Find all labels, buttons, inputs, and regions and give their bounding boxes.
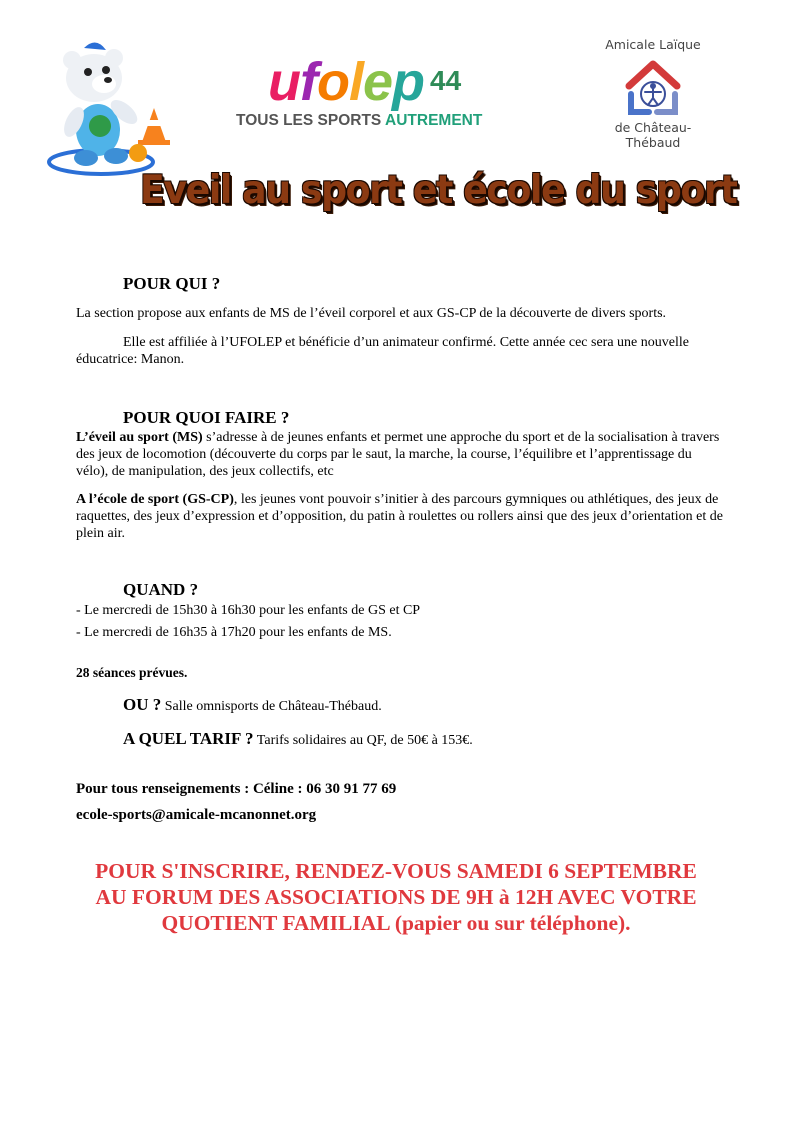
- seances-count: 28 séances prévues.: [76, 665, 188, 680]
- amicale-logo: [588, 36, 718, 150]
- ufolep-tagline: [236, 112, 482, 130]
- section-heading-pour-qui: POUR QUI ?: [123, 274, 221, 293]
- price-text: Tarifs solidaires au QF, de 50€ à 153€.: [253, 733, 473, 748]
- ufolep-letter: l: [348, 52, 363, 112]
- ufolep-letter: o: [316, 52, 349, 112]
- location-text: Salle omnisports de Château-Thébaud.: [161, 699, 382, 714]
- ufolep-letter: f: [300, 52, 317, 112]
- callout-line-3: QUOTIENT FAMILIAL (papier ou sur téléphone).: [161, 911, 631, 935]
- amicale-bottom-text: de Château-Thébaud: [614, 120, 692, 150]
- ufolep-wordmark: [268, 52, 424, 112]
- schedule-line-gs-cp: - Le mercredi de 15h30 à 16h30 pour les enfants de GS et CP: [76, 603, 421, 618]
- tagline-part1: TOUS LES SPORTS: [236, 112, 382, 129]
- price-line: [123, 729, 473, 749]
- pour-qui-paragraph-1: La section propose aux enfants de MS de l’éveil corporel et aux GS-CP de la découverte de divers sports.: [76, 306, 667, 321]
- registration-callout: [66, 858, 726, 936]
- pour-quoi-paragraph-2: [76, 491, 724, 542]
- section-heading-quand: QUAND ?: [123, 580, 199, 599]
- ecole-sport-text: , les jeunes vont pouvoir s’initier à des parcours gymniques ou athlétiques, des jeux de raquettes, des jeux d’expression et d’opposition, du patin à roulettes ou rollers ainsi que des jeux d’orientation et de plein air.: [76, 492, 723, 541]
- ufolep-logo: [232, 52, 492, 134]
- amicale-top-text: Amicale Laïque: [605, 37, 701, 52]
- contact-phone-line: Pour tous renseignements : Céline : 06 30 91 77 69: [76, 781, 397, 797]
- callout-line-1: POUR S'INSCRIRE, RENDEZ-VOUS SAMEDI 6 SEPTEMBRE: [95, 859, 697, 883]
- tagline-part2: AUTREMENT: [385, 112, 483, 129]
- pour-quoi-paragraph-1: [76, 429, 724, 480]
- page-title: Eveil au sport et école du sport: [140, 168, 737, 213]
- ufolep-letter: e: [363, 52, 393, 112]
- mascot-illustration: [46, 40, 181, 180]
- section-heading-tarif: A QUEL TARIF ?: [123, 729, 254, 748]
- schedule-line-ms: - Le mercredi de 16h35 à 17h20 pour les enfants de MS.: [76, 625, 392, 640]
- ufolep-number: 44: [430, 65, 462, 96]
- section-heading-ou: OU ?: [123, 695, 162, 714]
- amicale-emblem-icon: [619, 56, 687, 120]
- eveil-sport-label: L’éveil au sport (MS): [76, 430, 203, 445]
- ecole-sport-label: A l’école de sport (GS-CP): [76, 492, 234, 507]
- ufolep-letter: u: [268, 52, 300, 112]
- pour-qui-paragraph-2: Elle est affiliée à l’UFOLEP et bénéficie d’un animateur confirmé. Cette année cec sera une nouvelle éducatrice: Manon.: [76, 335, 689, 367]
- ufolep-letter: p: [392, 52, 425, 112]
- contact-email: ecole-sports@amicale-mcanonnet.org: [76, 807, 317, 823]
- section-heading-pour-quoi-faire: POUR QUOI FAIRE ?: [123, 408, 290, 427]
- eveil-sport-text: s’adresse à de jeunes enfants et permet une approche du sport et de la socialisation à travers des jeux de locomotion (découverte du corps par le saut, la marche, la course, l’équilibre et l’apprentissage du vélo), de manipulation, des jeux collectifs, etc: [76, 430, 720, 479]
- location-line: [123, 695, 382, 715]
- callout-line-2: AU FORUM DES ASSOCIATIONS DE 9H à 12H AVEC VOTRE: [95, 885, 697, 909]
